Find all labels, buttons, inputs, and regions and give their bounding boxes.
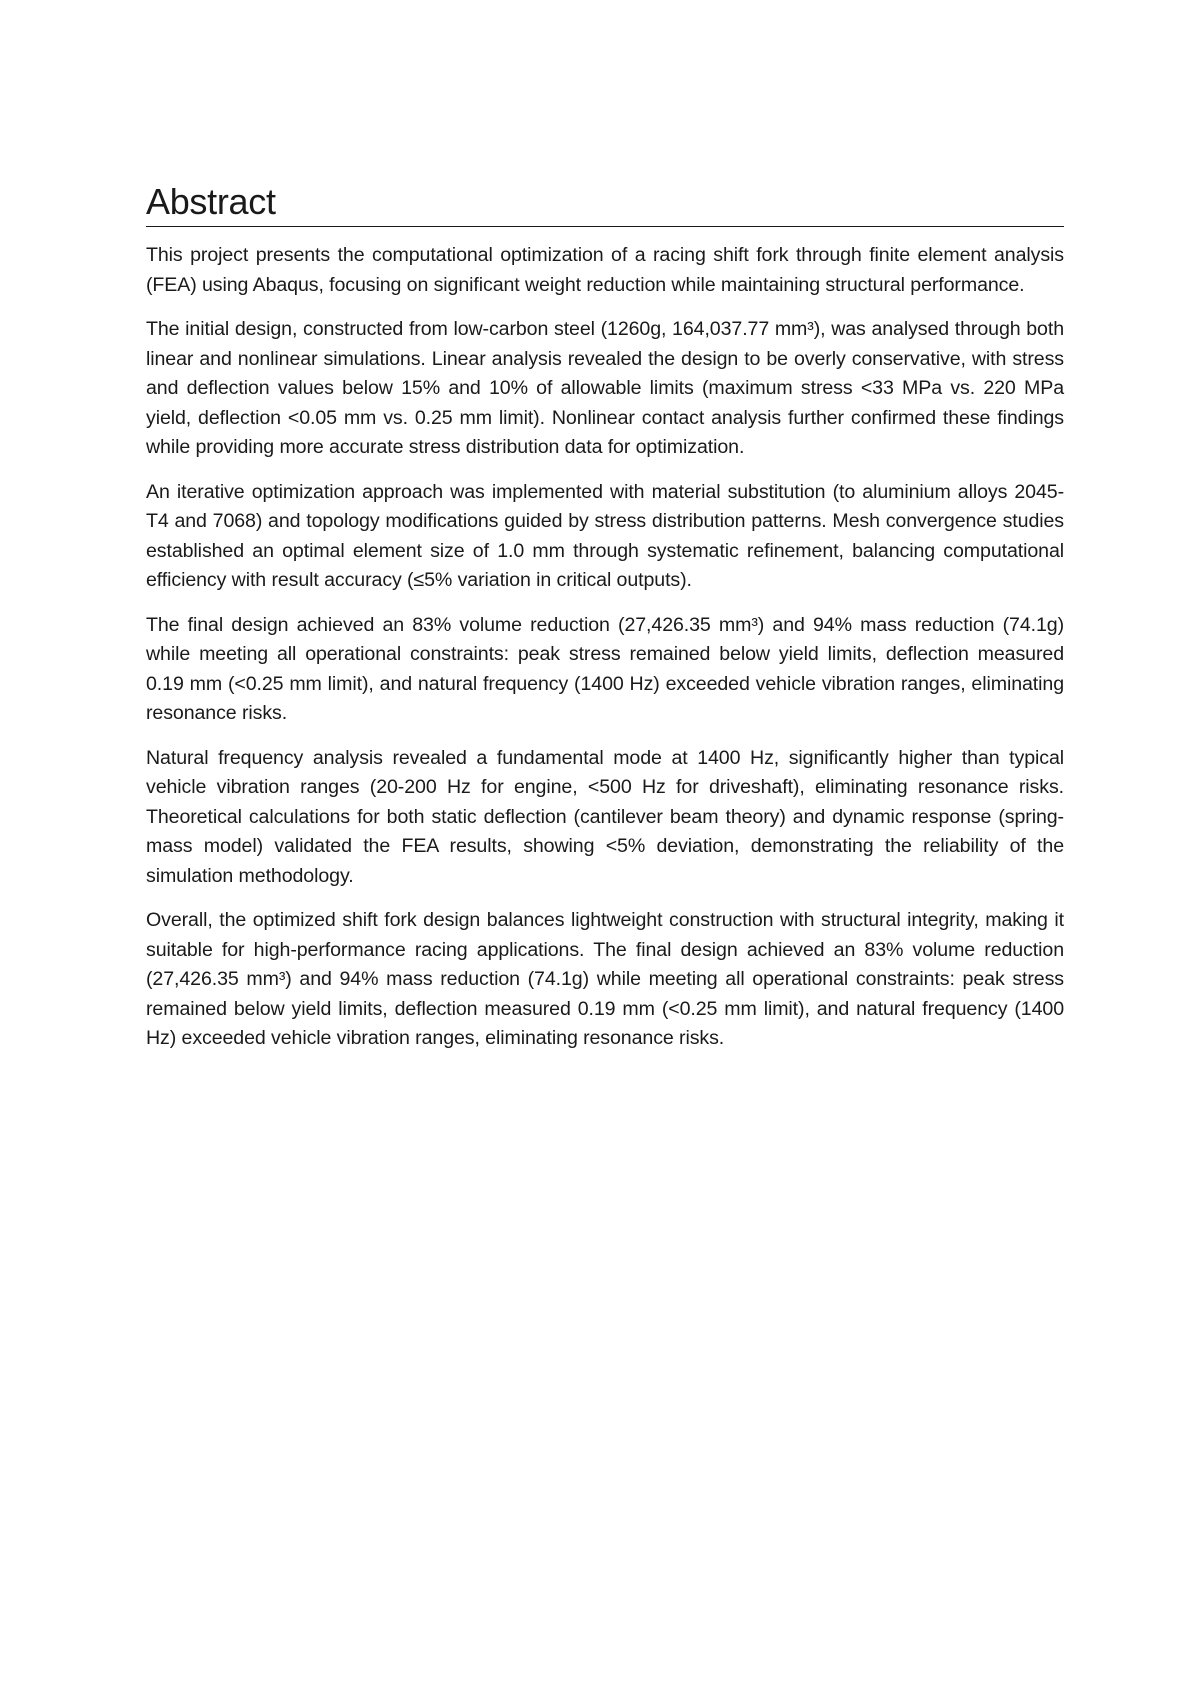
paragraph-final-design: The final design achieved an 83% volume reduction (27,426.35 mm³) and 94% mass reduction (74.1g) while meeting all operational constraints: peak stress remained below yield limits, deflection measured 0.19 mm (<0.25 mm limit), and natural frequency (1400 Hz) exceeded vehicle vibration ranges, eliminating resonance risks. (146, 613, 1064, 724)
paragraph-initial-design: The initial design, constructed from low-carbon steel (1260g, 164,037.77 mm³), was analysed through both linear and nonlinear simulations. Linear analysis revealed the design to be overly conservative, with stress and deflection values below 15% and 10% of allowable limits (maximum stress <33 MPa vs. 220 MPa yield, deflection <0.05 mm vs. 0.25 mm limit). Nonlinear contact analysis further confirmed these findings while providing more accurate stress distribution data for optimization. (146, 318, 1064, 458)
paragraph-natural-frequency: Natural frequency analysis revealed a fundamental mode at 1400 Hz, significantly higher than typical vehicle vibration ranges (20-200 Hz for engine, <500 Hz for driveshaft), eliminating resonance risks. Theoretical calculations for both static deflection (cantilever beam theory) and dynamic response (spring-mass model) validated the FEA results, showing <5% deviation, demonstrating the reliability of the simulation methodology. (146, 746, 1064, 887)
paragraph-conclusion: Overall, the optimized shift fork design balances lightweight construction with structural integrity, making it suitable for high-performance racing applications. The final design achieved an 83% volume reduction (27,426.35 mm³) and 94% mass reduction (74.1g) while meeting all operational constraints: peak stress remained below yield limits, deflection measured 0.19 mm (<0.25 mm limit), and natural frequency (1400 Hz) exceeded vehicle vibration ranges, eliminating resonance risks. (146, 909, 1064, 1049)
paragraph-optimization-approach: An iterative optimization approach was implemented with material substitution (to aluminium alloys 2045-T4 and 7068) and topology modifications guided by stress distribution patterns. Mesh convergence studies established an optimal element size of 1.0 mm through systematic refinement, balancing computational efficiency with result accuracy (≤5% variation in critical outputs). (146, 480, 1064, 591)
paragraph-intro: This project presents the computational optimization of a racing shift fork through finite element analysis (FEA) using Abaqus, focusing on significant weight reduction while maintaining structural performance. (146, 244, 1064, 296)
section-heading: Abstract (146, 180, 1064, 227)
abstract-body (146, 241, 1064, 1054)
document-page (146, 180, 1064, 1069)
